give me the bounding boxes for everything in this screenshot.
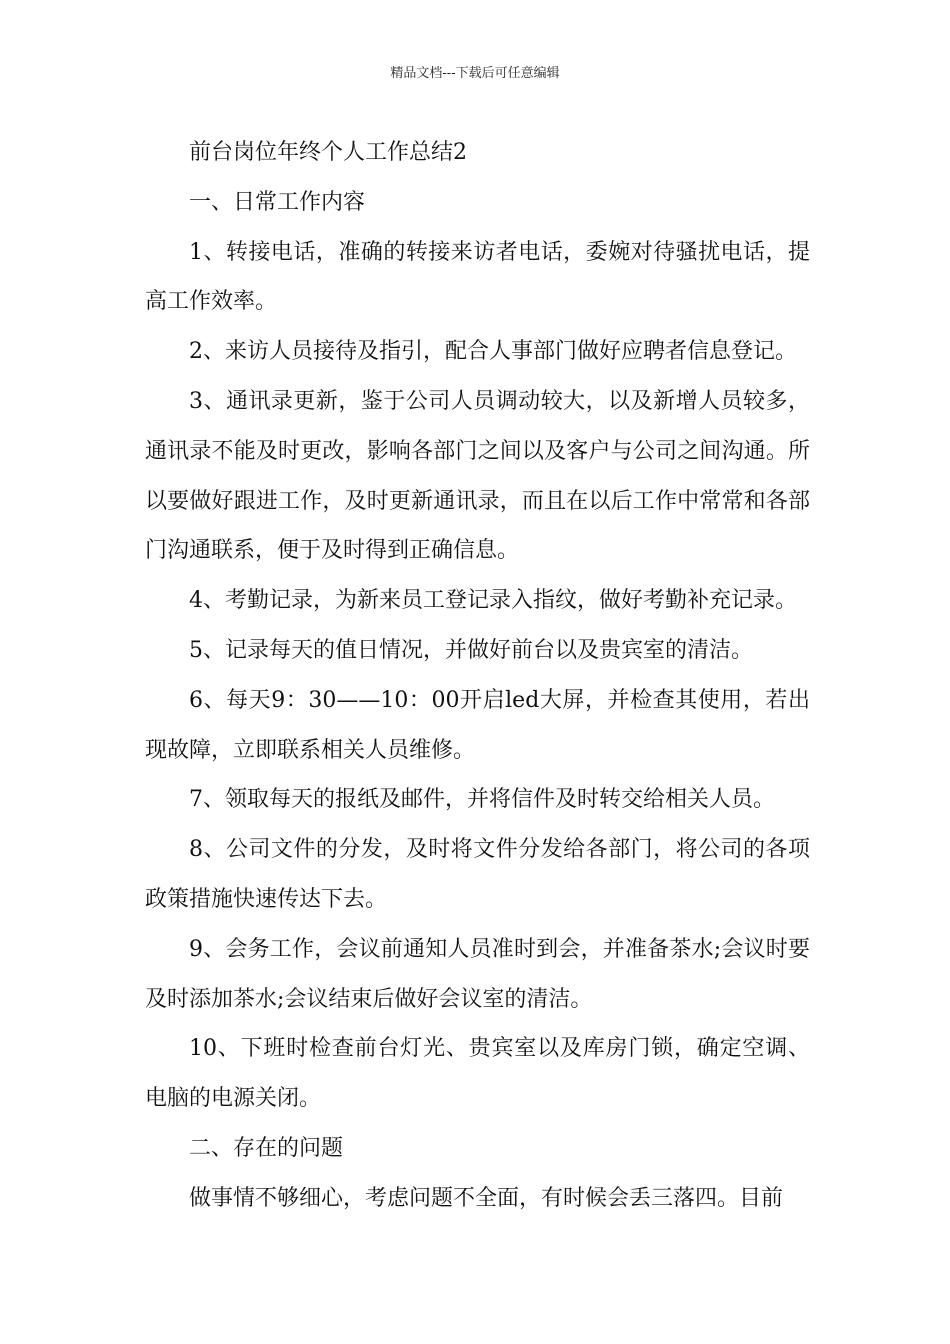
list-item: 9、会务工作，会议前通知人员准时到会，并准备茶水;会议时要及时添加茶水;会议结束后做好会议室的清洁。 [145, 936, 810, 1012]
list-item: 10、下班时检查前台灯光、贵宾室以及库房门锁，确定空调、电脑的电源关闭。 [145, 1036, 810, 1112]
list-item: 1、转接电话，准确的转接来访者电话，委婉对待骚扰电话，提高工作效率。 [145, 239, 810, 315]
list-item: 2、来访人员接待及指引，配合人事部门做好应聘者信息登记。 [189, 339, 797, 365]
section-heading-daily-work: 一、日常工作内容 [189, 189, 366, 215]
list-item: 8、公司文件的分发，及时将文件分发给各部门，将公司的各项政策措施快速传达下去。 [145, 837, 810, 912]
document-title: 前台岗位年终个人工作总结2 [189, 140, 467, 165]
list-item: 5、记录每天的值日情况，并做好前台以及贵宾室的清洁。 [189, 637, 753, 663]
list-item: 3、通讯录更新，鉴于公司人员调动较大，以及新增人员较多，通讯录不能及时更改，影响各部门之间以及客户与公司之间沟通。所以要做好跟进工作，及时更新通讯录，而且在以后工作中常常和各部门沟通联系，便于及时得到正确信息。 [145, 388, 810, 564]
list-item: 7、领取每天的报纸及邮件，并将信件及时转交给相关人员。 [189, 787, 775, 813]
problems-paragraph: 做事情不够细心，考虑问题不全面，有时候会丢三落四。目前 [189, 1185, 784, 1211]
document-body [145, 128, 810, 1224]
list-item: 4、考勤记录，为新来员工登记录入指纹，做好考勤补充记录。 [189, 588, 797, 614]
page-header: 精品文档---下载后可任意编辑 [390, 66, 560, 81]
section-heading-problems: 二、存在的问题 [189, 1135, 344, 1161]
list-item: 6、每天9：30——10：00开启led大屏，并检查其使用，若出现故障，立即联系相关人员维修。 [145, 687, 810, 763]
